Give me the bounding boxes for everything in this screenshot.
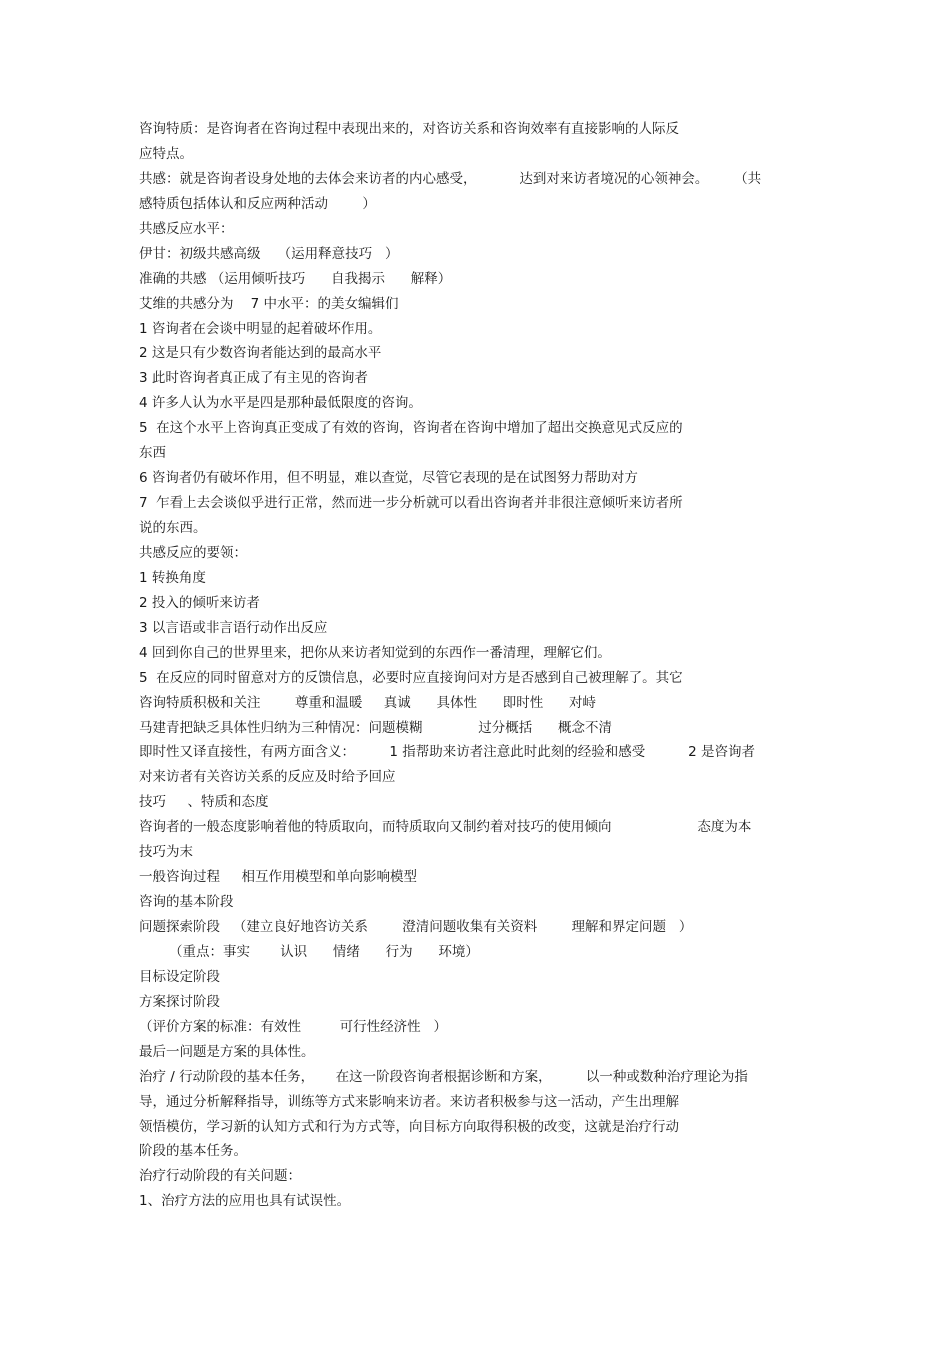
- text-line: 4 许多人认为水平是四是那种最低限度的咨询。: [139, 395, 422, 412]
- text-line: 即时性又译直接性，有两方面含义： 1 指帮助来访者注意此时此刻的经验和感受 2 是咨询者: [139, 744, 756, 761]
- text-line: 一般咨询过程 相互作用模型和单向影响模型: [139, 869, 417, 886]
- text-line: 1 转换角度: [139, 569, 206, 586]
- text-line: 1、治疗方法的应用也具有试误性。: [139, 1193, 351, 1210]
- text-line: 5 在这个水平上咨询真正变成了有效的咨询，咨询者在咨询中增加了超出交换意见式反应的: [139, 420, 683, 437]
- text-line: （评价方案的标准：有效性 可行性经济性 ）: [139, 1018, 447, 1035]
- text-line: 治疗 / 行动阶段的基本任务， 在这一阶段咨询者根据诊断和方案， 以一种或数种治疗理论为指: [139, 1068, 748, 1085]
- text-line: 咨询特质积极和关注 尊重和温暖 真诚 具体性 即时性 对峙: [139, 694, 597, 711]
- text-line: 共感反应水平：: [139, 220, 234, 237]
- text-line: 2 投入的倾听来访者: [139, 594, 260, 611]
- text-line: 2 这是只有少数咨询者能达到的最高水平: [139, 345, 382, 362]
- text-line: （重点：事实 认识 情绪 行为 环境）: [139, 943, 479, 960]
- text-line: 咨询特质：是咨询者在咨询过程中表现出来的，对咨访关系和咨询效率有直接影响的人际反: [139, 121, 679, 137]
- text-line: 伊甘：初级共感高级 （运用释意技巧 ）: [139, 245, 399, 262]
- text-line: 准确的共感 （运用倾听技巧 自我揭示 解释）: [139, 270, 452, 287]
- text-line: 4 回到你自己的世界里来，把你从来访者知觉到的东西作一番清理，理解它们。: [139, 644, 611, 661]
- text-line: 说的东西。: [139, 520, 207, 536]
- text-line: 感特质包括体认和反应两种活动 ）: [139, 195, 376, 212]
- text-line: 1 咨询者在会谈中明显的起着破坏作用。: [139, 320, 382, 337]
- text-line: 技巧 、特质和态度: [139, 794, 269, 811]
- text-line: 7 乍看上去会谈似乎进行正常，然而进一步分析就可以看出咨询者并非很注意倾听来访者所: [139, 495, 683, 512]
- text-line: 6 咨询者仍有破坏作用，但不明显，难以查觉，尽管它表现的是在试图努力帮助对方: [139, 470, 638, 487]
- text-line: 治疗行动阶段的有关问题：: [139, 1168, 301, 1185]
- text-line: 目标设定阶段: [139, 968, 220, 985]
- text-line: 艾维的共感分为 7 中水平：的美女编辑们: [139, 295, 399, 312]
- text-line: 导，通过分析解释指导，训练等方式来影响来访者。来访者积极参与这一活动，产生出理解: [139, 1093, 679, 1110]
- text-line: 最后一问题是方案的具体性。: [139, 1043, 315, 1060]
- text-line: 共感：就是咨询者设身处地的去体会来访者的内心感受， 达到对来访者境况的心领神会。 （共: [139, 170, 762, 187]
- text-line: 马建青把缺乏具体性归纳为三种情况：问题模糊 过分概括 概念不清: [139, 719, 613, 736]
- text-line: 3 以言语或非言语行动作出反应: [139, 619, 328, 636]
- text-line: 对来访者有关咨访关系的反应及时给予回应: [139, 769, 396, 786]
- text-line: 问题探索阶段 （建立良好地咨访关系 澄清问题收集有关资料 理解和界定问题 ）: [139, 919, 693, 935]
- text-line: 东西: [139, 445, 166, 462]
- text-line: 共感反应的要领：: [139, 544, 247, 561]
- text-line: 技巧为末: [139, 844, 193, 861]
- text-line: 方案探讨阶段: [139, 993, 220, 1010]
- text-line: 领悟模仿，学习新的认知方式和行为方式等，向目标方向取得积极的改变，这就是治疗行动: [139, 1118, 679, 1135]
- document-body: [139, 117, 819, 1214]
- text-line: 阶段的基本任务。: [139, 1143, 247, 1160]
- text-line: 3 此时咨询者真正成了有主见的咨询者: [139, 370, 368, 387]
- text-line: 咨询的基本阶段: [139, 894, 234, 911]
- text-line: 应特点。: [139, 145, 193, 162]
- text-line: 5 在反应的同时留意对方的反馈信息，必要时应直接询问对方是否感到自己被理解了。其它: [139, 669, 683, 686]
- text-line: 咨询者的一般态度影响着他的特质取向，而特质取向又制约着对技巧的使用倾向 态度为本: [139, 819, 752, 836]
